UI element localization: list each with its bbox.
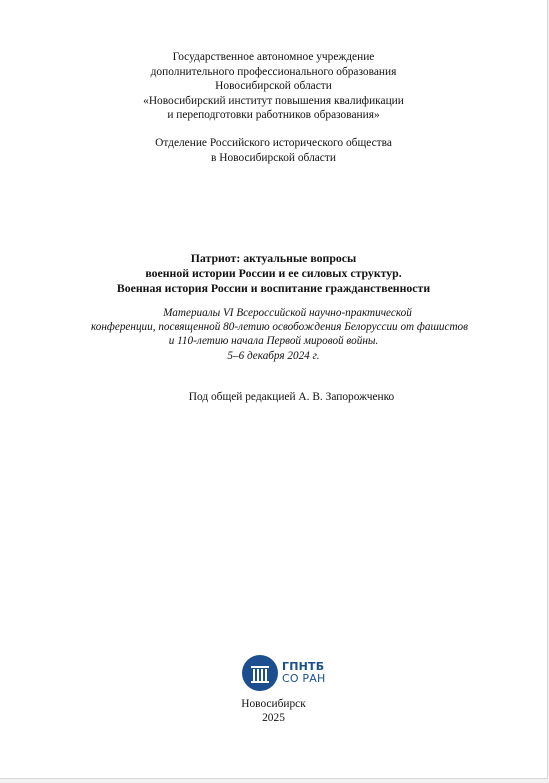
materials-line: Материалы VI Всероссийской научно-практической [163, 307, 412, 319]
imprint-year: 2025 [262, 712, 285, 725]
organization-line: и переподготовки работников образования» [167, 109, 380, 122]
society-line: в Новосибирской области [211, 151, 336, 164]
title-line: военной истории России и ее силовых структур. [145, 266, 402, 280]
imprint-city: Новосибирск [241, 698, 306, 710]
organization-name [0, 50, 547, 123]
library-columns-icon [242, 655, 278, 691]
conference-dates: 5–6 декабря 2024 г. [227, 349, 320, 362]
publisher-logo-text [282, 661, 325, 685]
society-line: Отделение Российского исторического общества [155, 137, 392, 149]
title-line: Патриот: актуальные вопросы [190, 251, 357, 265]
organization-line: дополнительного профессионального образования [150, 65, 397, 78]
logo-line-2: СО РАН [282, 672, 326, 685]
title-line: Военная история России и воспитание гражданственности [116, 281, 431, 295]
editor-credit: Под общей редакцией А. В. Запорожченко [188, 391, 395, 403]
organization-line: «Новосибирский институт повышения квалификации [143, 94, 404, 107]
materials-line: и 110-летию начала Первой мировой войны. [168, 335, 379, 348]
logo-line-1: ГПНТБ [282, 660, 325, 673]
publication-title [0, 251, 547, 296]
society-name [0, 136, 547, 165]
publisher-logo [242, 655, 326, 691]
organization-line: Новосибирской области [215, 80, 332, 93]
imprint [0, 697, 547, 726]
organization-line: Государственное автономное учреждение [172, 51, 375, 63]
conference-description [0, 306, 547, 363]
materials-line: конференции, посвященной 80-летию освобождения Белоруссии от фашистов [90, 321, 468, 334]
